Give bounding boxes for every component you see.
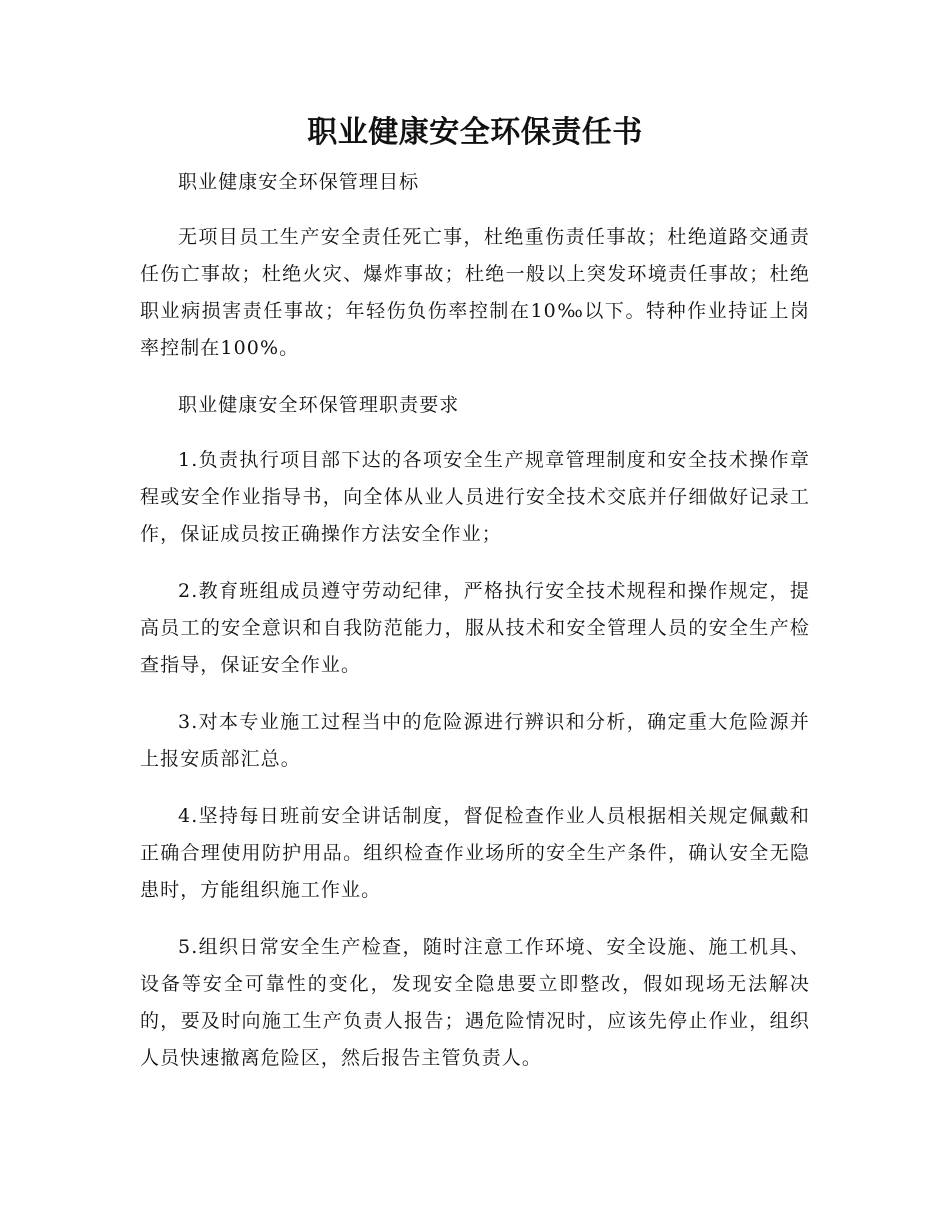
responsibility-item-4: 4.坚持每日班前安全讲话制度，督促检查作业人员根据相关规定佩戴和正确合理使用防护用品。组织检查作业场所的安全生产条件，确认安全无隐患时，方能组织施工作业。 [140, 805, 810, 901]
responsibility-item-1: 1.负责执行项目部下达的各项安全生产规章管理制度和安全技术操作章程或安全作业指导书，向全体从业人员进行安全技术交底并仔细做好记录工作，保证成员按正确操作方法安全作业； [140, 449, 810, 545]
section-heading-management-goal: 职业健康安全环保管理目标 [178, 171, 420, 193]
document-title: 职业健康安全环保责任书 [307, 115, 643, 150]
responsibility-item-5: 5.组织日常安全生产检查，随时注意工作环境、安全设施、施工机具、设备等安全可靠性的变化，发现安全隐患要立即整改，假如现场无法解决的，要及时向施工生产负责人报告；遇危险情况时，应该先停止作业，组织人员快速撤离危险区，然后报告主管负责人。 [140, 936, 810, 1069]
responsibility-item-2: 2.教育班组成员遵守劳动纪律，严格执行安全技术规程和操作规定，提高员工的安全意识和自我防范能力，服从技术和安全管理人员的安全生产检查指导，保证安全作业。 [140, 580, 810, 676]
section-heading-responsibilities: 职业健康安全环保管理职责要求 [178, 394, 460, 416]
responsibility-item-3: 3.对本专业施工过程当中的危险源进行辨识和分析，确定重大危险源并上报安质部汇总。 [140, 711, 810, 770]
document-body [140, 164, 810, 1077]
paragraph-goals: 无项目员工生产安全责任死亡事，杜绝重伤责任事故；杜绝道路交通责任伤亡事故；杜绝火灾、爆炸事故；杜绝一般以上突发环境责任事故；杜绝职业病损害责任事故；年轻伤负伤率控制在10‰以下。特种作业持证上岗率控制在100%。 [140, 226, 810, 359]
